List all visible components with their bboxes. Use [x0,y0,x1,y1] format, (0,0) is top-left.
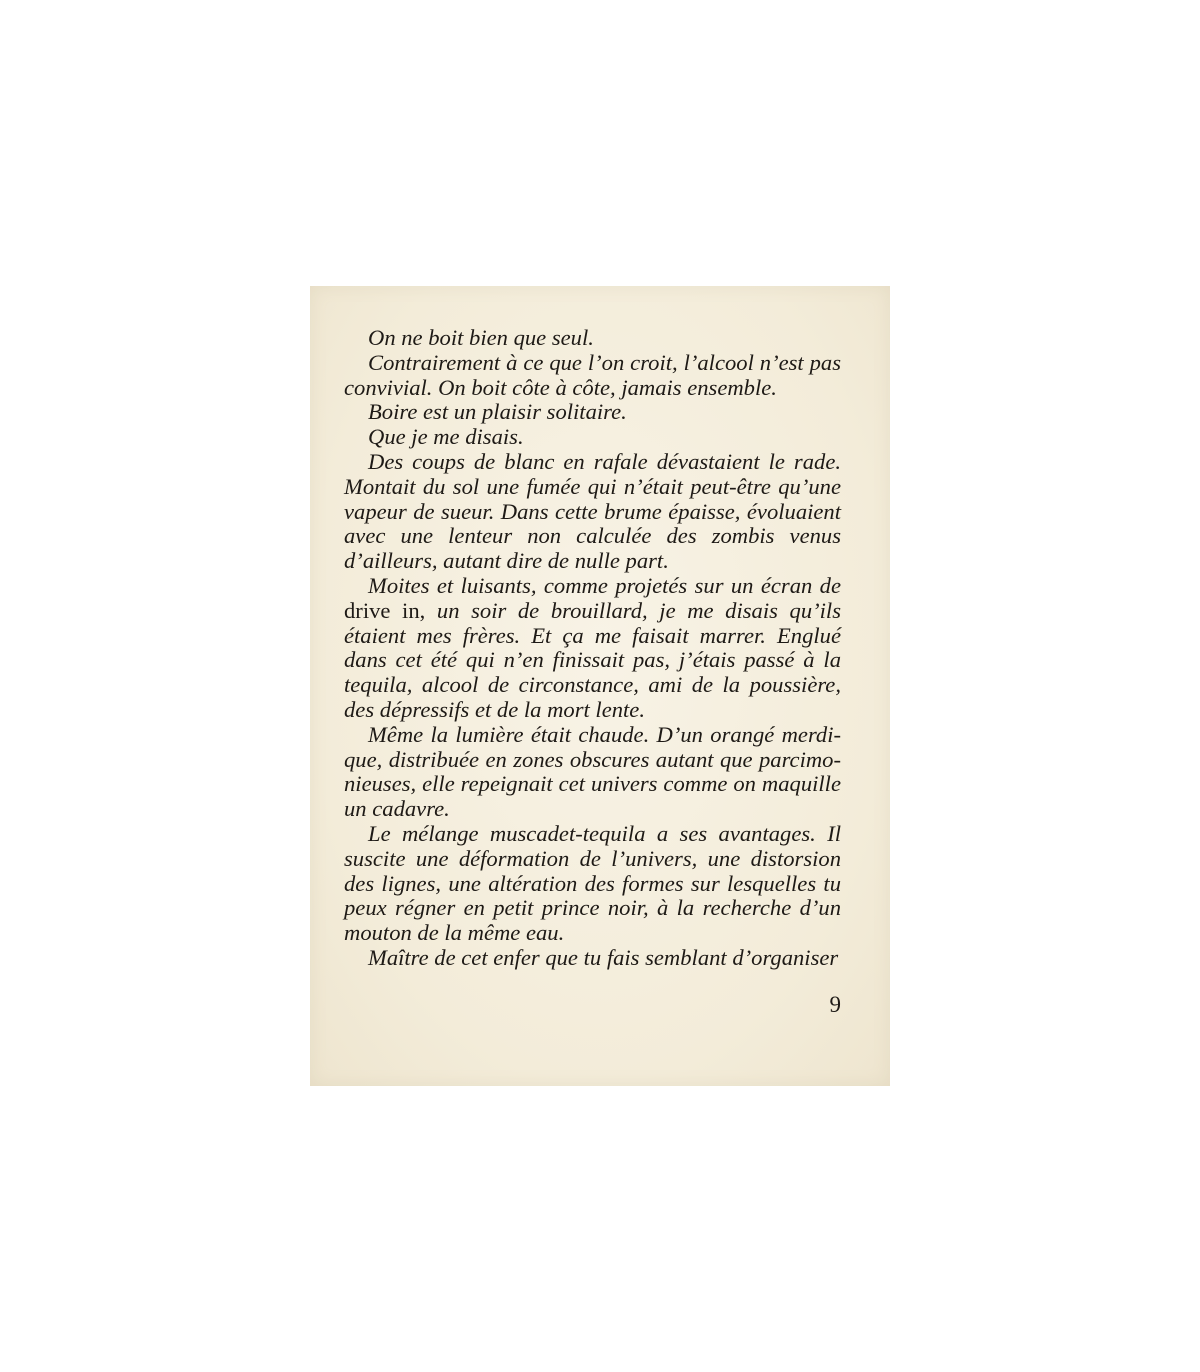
paragraph-6 [344,574,841,723]
page-number: 9 [829,992,841,1017]
paragraph-6-part-a: Moites et luisants, comme projetés sur un écran de [368,572,841,598]
paragraph-6-part-c: un soir de brouillard, je me disais qu’ils étaient mes frères. Et ça me faisait marrer. Englué dans cet été qui n’en finissait pas, j’étais passé à la tequila, alcool de circonstance, ami de la poussière, des dépressifs et de la mort lente. [344,597,841,722]
paragraph-9: Maître de cet enfer que tu fais semblant d’organiser [368,944,839,970]
paragraph-4: Que je me disais. [368,424,524,450]
paragraph-6-roman-phrase: drive in, [344,597,426,623]
paragraph-1: On ne boit bien que seul. [368,325,594,350]
page-text [344,326,841,971]
paragraph-3: Boire est un plaisir solitaire. [368,399,627,425]
paragraph-2: Contrairement à ce que l’on croit, l’alcool n’est pas convivial. On boit côte à côte, jamais ensemble. [344,349,841,400]
paragraph-8: Le mélange muscadet-tequila a ses avantages. Il suscite une déformation de l’univers, une distorsion des lignes, une altération des formes sur lesquelles tu peux régner en petit prince noir, à la recherche d’un mouton de la même eau. [344,820,841,946]
book-page [310,286,890,1086]
paragraph-5: Des coups de blanc en rafale dévastaient le rade. Montait du sol une fumée qui n’était peut-être qu’une vapeur de sueur. Dans cette brume épaisse, évoluaient avec une lenteur non calculée des zombis venus d’ailleurs, autant dire de nulle part. [344,448,841,574]
paragraph-7: Même la lumière était chaude. D’un orangé merdi-que, distribuée en zones obscures autant que parcimo-nieuses, elle repeignait cet univers comme on maquille un cadavre. [344,721,841,822]
